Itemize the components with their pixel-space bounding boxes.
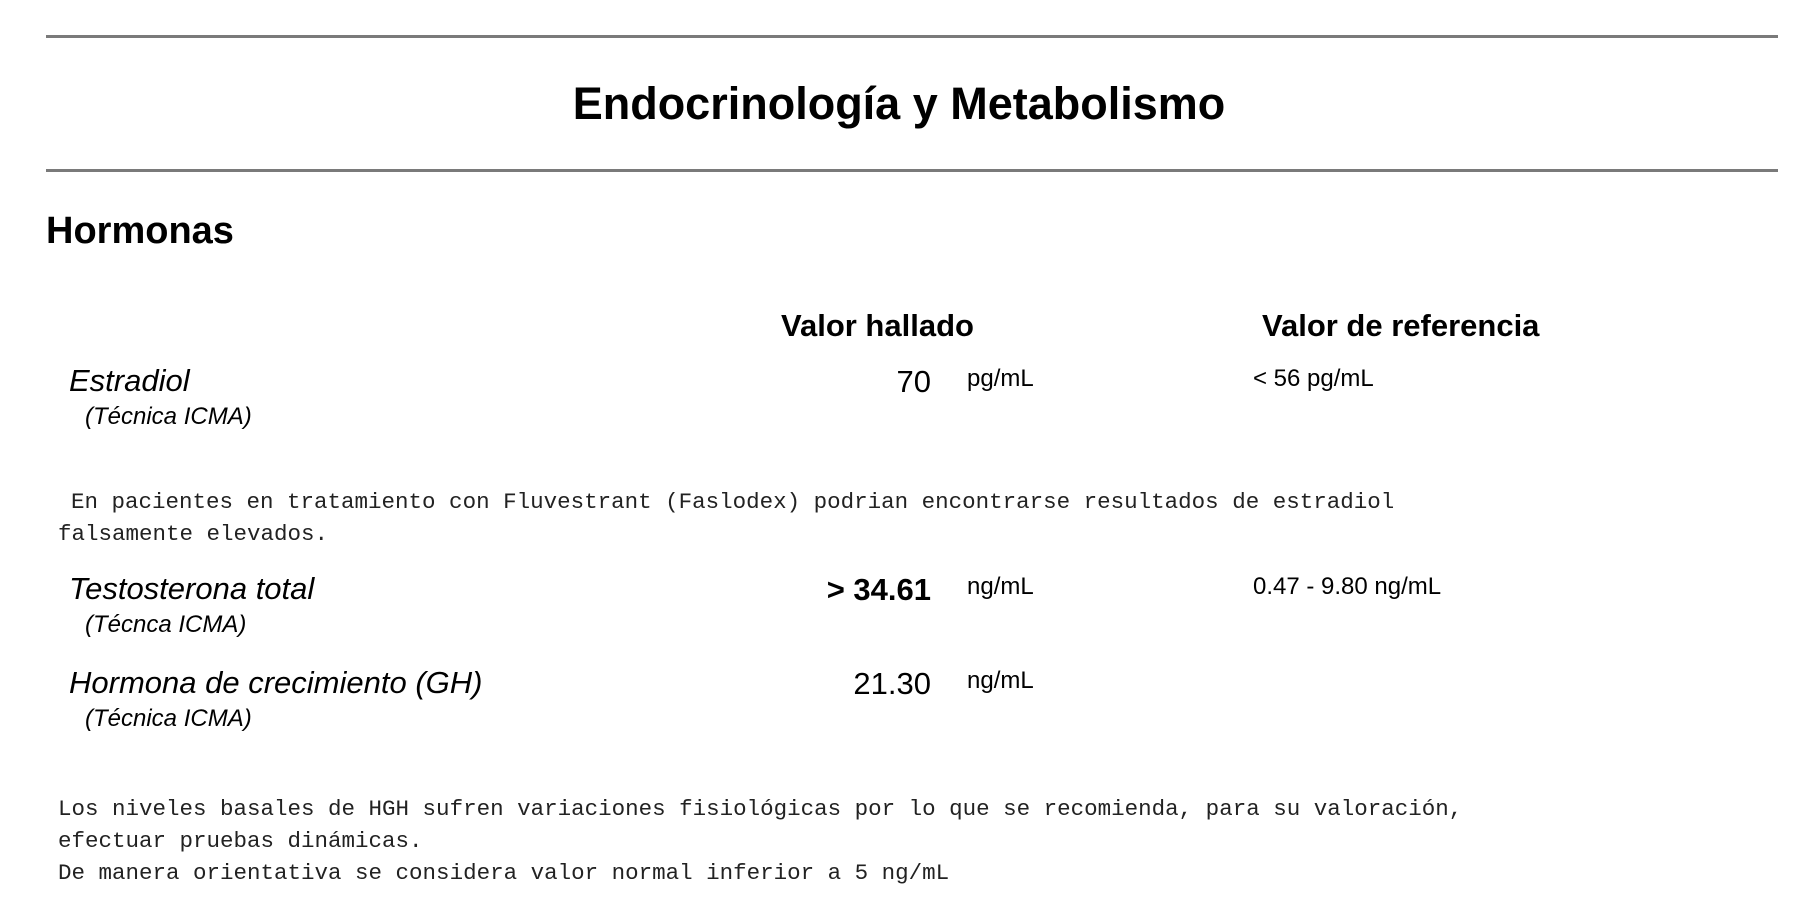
test-value: 70 bbox=[896, 364, 931, 399]
section-title: Hormonas bbox=[46, 210, 234, 252]
estradiol-note bbox=[58, 486, 1778, 550]
note-line: falsamente elevados. bbox=[58, 521, 329, 547]
note-line: efectuar pruebas dinámicas. bbox=[58, 828, 423, 854]
result-row-growth-hormone bbox=[0, 664, 1798, 754]
page-title: Endocrinología y Metabolismo bbox=[572, 78, 1226, 129]
result-row-testosterone bbox=[0, 570, 1798, 660]
test-name: Estradiol bbox=[69, 363, 190, 398]
test-unit: pg/mL bbox=[967, 365, 1034, 392]
column-header-found-value: Valor hallado bbox=[781, 308, 974, 343]
test-reference-range: < 56 pg/mL bbox=[1253, 365, 1374, 392]
test-unit: ng/mL bbox=[967, 667, 1034, 694]
test-value: 21.30 bbox=[853, 666, 931, 701]
test-name: Testosterona total bbox=[69, 571, 315, 606]
note-line: Los niveles basales de HGH sufren variaciones fisiológicas por lo que se recomienda, para su valoración, bbox=[58, 796, 1463, 822]
top-divider bbox=[46, 35, 1778, 38]
test-value-flagged: > 34.61 bbox=[826, 572, 931, 607]
test-technique: (Técnca ICMA) bbox=[85, 611, 247, 638]
test-reference-range: 0.47 - 9.80 ng/mL bbox=[1253, 573, 1442, 600]
growth-hormone-note bbox=[58, 793, 1778, 889]
result-row-estradiol bbox=[0, 362, 1798, 452]
test-technique: (Técnica ICMA) bbox=[85, 705, 252, 732]
test-technique: (Técnica ICMA) bbox=[85, 403, 252, 430]
title-divider bbox=[46, 169, 1778, 172]
note-line: En pacientes en tratamiento con Fluvestrant (Faslodex) podrian encontrarse resultados de estradiol bbox=[71, 489, 1395, 515]
test-name: Hormona de crecimiento (GH) bbox=[69, 665, 483, 700]
test-unit: ng/mL bbox=[967, 573, 1034, 600]
column-header-reference-value: Valor de referencia bbox=[1262, 308, 1540, 343]
note-line: De manera orientativa se considera valor normal inferior a 5 ng/mL bbox=[58, 860, 950, 886]
